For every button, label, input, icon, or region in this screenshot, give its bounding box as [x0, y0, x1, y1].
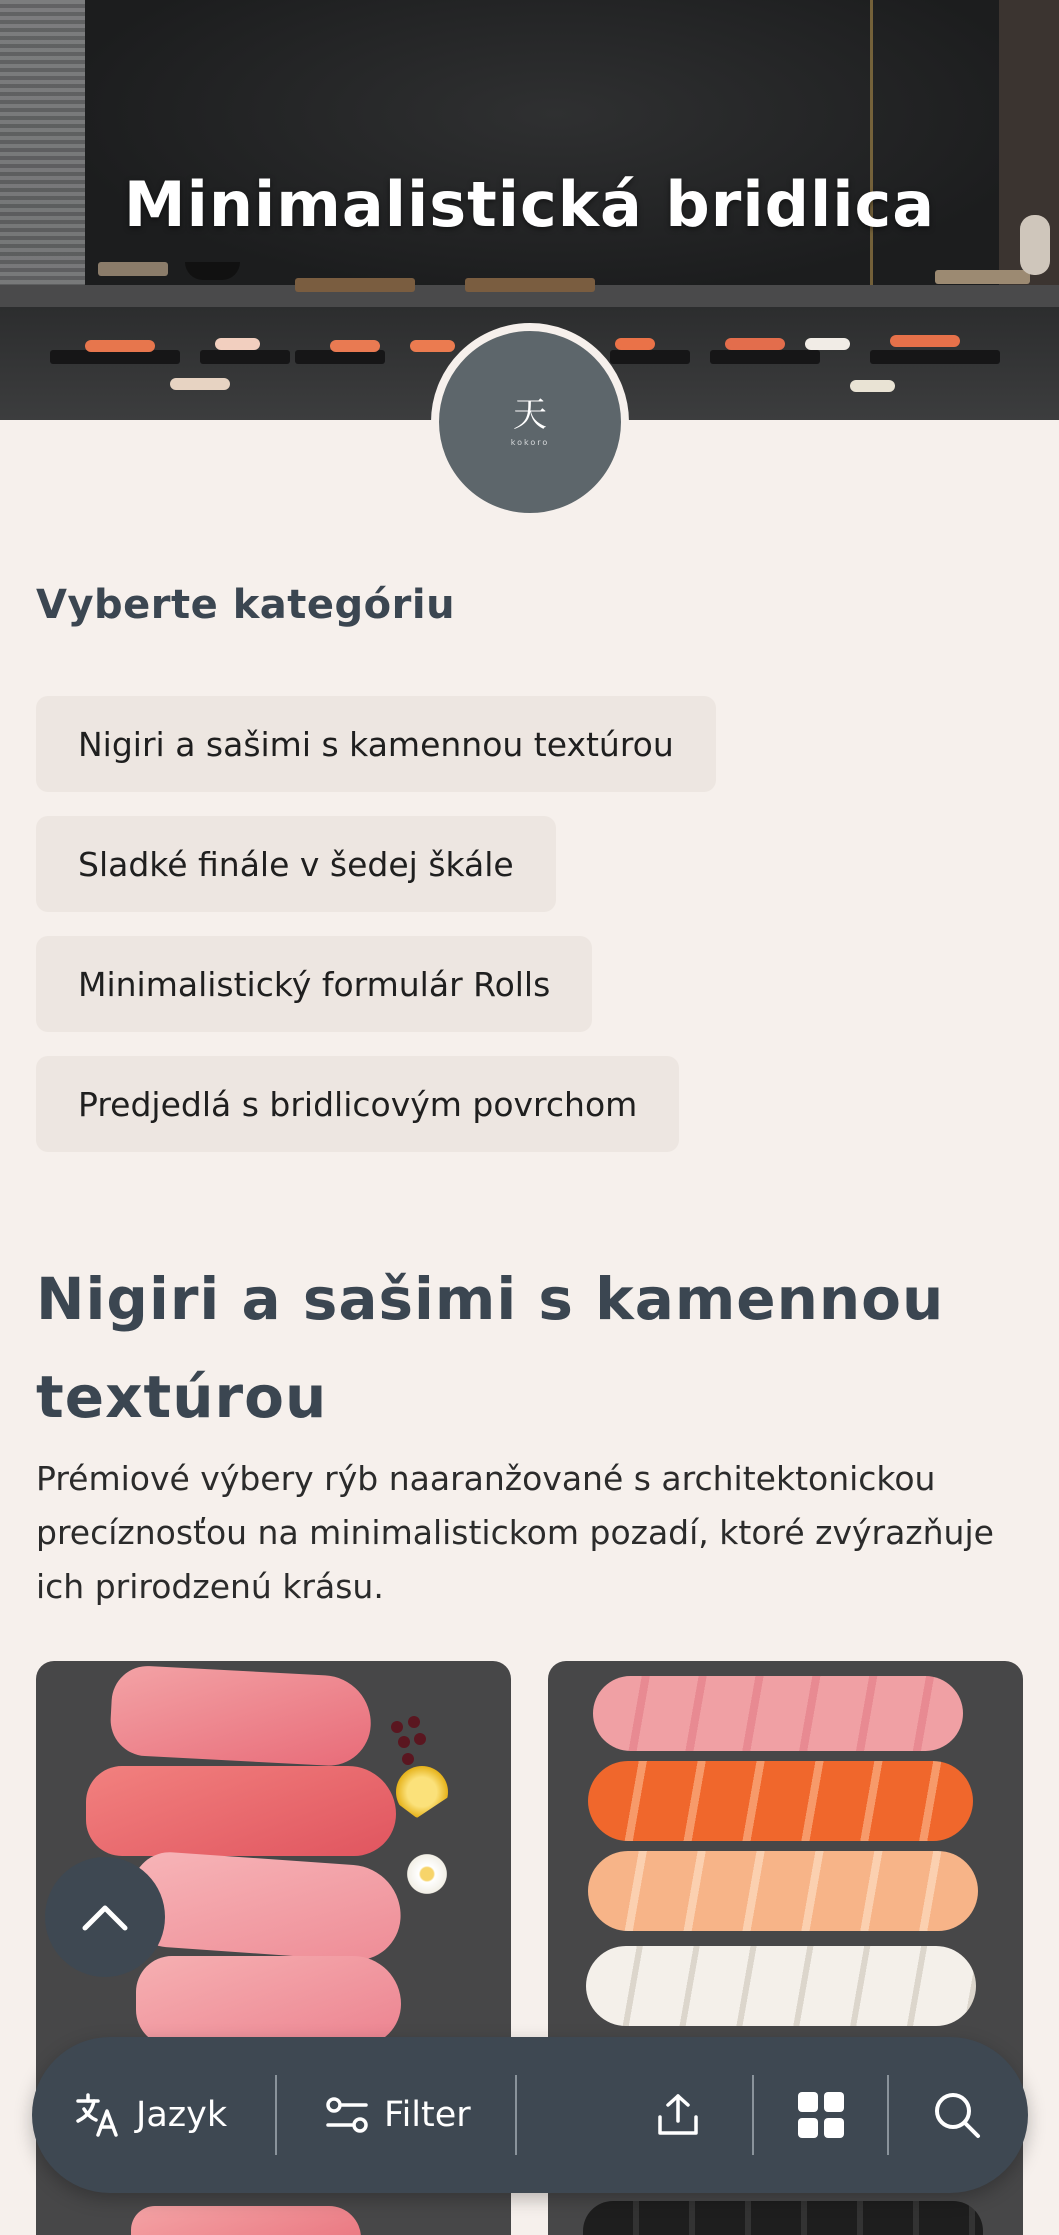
share-button[interactable] — [654, 2037, 702, 2193]
back-to-top-button[interactable] — [45, 1857, 165, 1977]
filter-label: Filter — [384, 2095, 471, 2135]
grid-view-button[interactable] — [796, 2037, 846, 2193]
filter-button[interactable] — [324, 2037, 471, 2193]
toolbar-divider — [752, 2075, 754, 2155]
search-button[interactable] — [932, 2037, 982, 2193]
grid-icon — [796, 2090, 846, 2140]
hero-sushi — [85, 340, 155, 352]
hero-sushi — [410, 340, 455, 352]
category-select-heading: Vyberte kategóriu — [36, 582, 456, 628]
garnish-berry — [398, 1736, 410, 1748]
roll-row — [583, 2201, 983, 2235]
sashimi-slice — [131, 2206, 361, 2235]
category-chip-label: Minimalistický formulár Rolls — [78, 964, 551, 1004]
hero-sushi — [215, 338, 260, 350]
toolbar-divider — [275, 2075, 277, 2155]
bottom-toolbar — [32, 2037, 1028, 2193]
category-chip-label: Nigiri a sašimi s kamennou textúrou — [78, 724, 674, 764]
garnish-berry — [391, 1721, 403, 1733]
hero-plate — [935, 270, 1030, 284]
logo-brand-text: kokoro — [510, 437, 550, 447]
category-chip-rolls[interactable] — [36, 936, 592, 1032]
hero-sushi — [615, 338, 655, 350]
hero-sushi — [850, 380, 895, 392]
garnish-berry — [408, 1716, 420, 1728]
toolbar-divider — [887, 2075, 889, 2155]
hero-plate — [610, 350, 690, 364]
sashimi-slice — [128, 1850, 404, 1964]
nigiri-row-whitefish — [586, 1946, 976, 2026]
hero-sushi — [330, 340, 380, 352]
sashimi-slice — [86, 1766, 396, 1856]
section-title: Nigiri a sašimi s kamennou textúrou — [36, 1265, 945, 1431]
hero-plate — [200, 350, 290, 364]
hero-sushi — [725, 338, 785, 350]
flower-garnish-icon — [404, 1851, 450, 1897]
hero-board — [465, 278, 595, 292]
hero-sushi — [805, 338, 850, 350]
chevron-up-icon — [81, 1902, 129, 1932]
hero-sushi — [890, 335, 960, 347]
lemon-slice-icon — [396, 1766, 448, 1818]
nigiri-row-salmon — [588, 1761, 973, 1841]
hero-wall — [85, 0, 1025, 285]
hero-title: Minimalistická bridlica — [123, 168, 936, 241]
category-chip-appetizers[interactable] — [36, 1056, 679, 1152]
category-chip-nigiri[interactable] — [36, 696, 716, 792]
hero-plate — [98, 262, 168, 276]
garnish-berry — [414, 1733, 426, 1745]
category-chip-desserts[interactable] — [36, 816, 556, 912]
sashimi-slice — [109, 1664, 373, 1767]
hero-plate — [710, 350, 820, 364]
nigiri-row-tuna — [593, 1676, 963, 1751]
filter-icon — [324, 2095, 370, 2135]
language-label: Jazyk — [136, 2095, 228, 2135]
hero-gold-accent — [870, 0, 873, 285]
hero-plate — [295, 350, 385, 364]
hero-plate — [870, 350, 1000, 364]
search-icon — [932, 2090, 982, 2140]
hero-window-blinds — [0, 0, 85, 300]
hero-board — [295, 278, 415, 292]
garnish-berry — [402, 1753, 414, 1765]
sashimi-slice — [136, 1956, 401, 2046]
hero-plate — [50, 350, 180, 364]
section-description: Prémiové výbery rýb naaranžované s architektonickou precíznosťou na minimalistickom pozadí, ktoré zvýrazňuje ich prirodzenú krásu. — [36, 1459, 994, 1606]
category-chip-label: Sladké finále v šedej škále — [78, 844, 514, 884]
language-button[interactable] — [74, 2037, 227, 2193]
share-icon — [654, 2091, 702, 2139]
toolbar-divider — [515, 2075, 517, 2155]
nigiri-row-yellowtail — [588, 1851, 978, 1931]
restaurant-logo — [431, 323, 629, 521]
hero-sushi — [170, 378, 230, 390]
translate-icon — [74, 2091, 122, 2139]
logo-glyph: 天 — [513, 394, 547, 435]
category-chip-label: Predjedlá s bridlicovým povrchom — [78, 1084, 638, 1124]
